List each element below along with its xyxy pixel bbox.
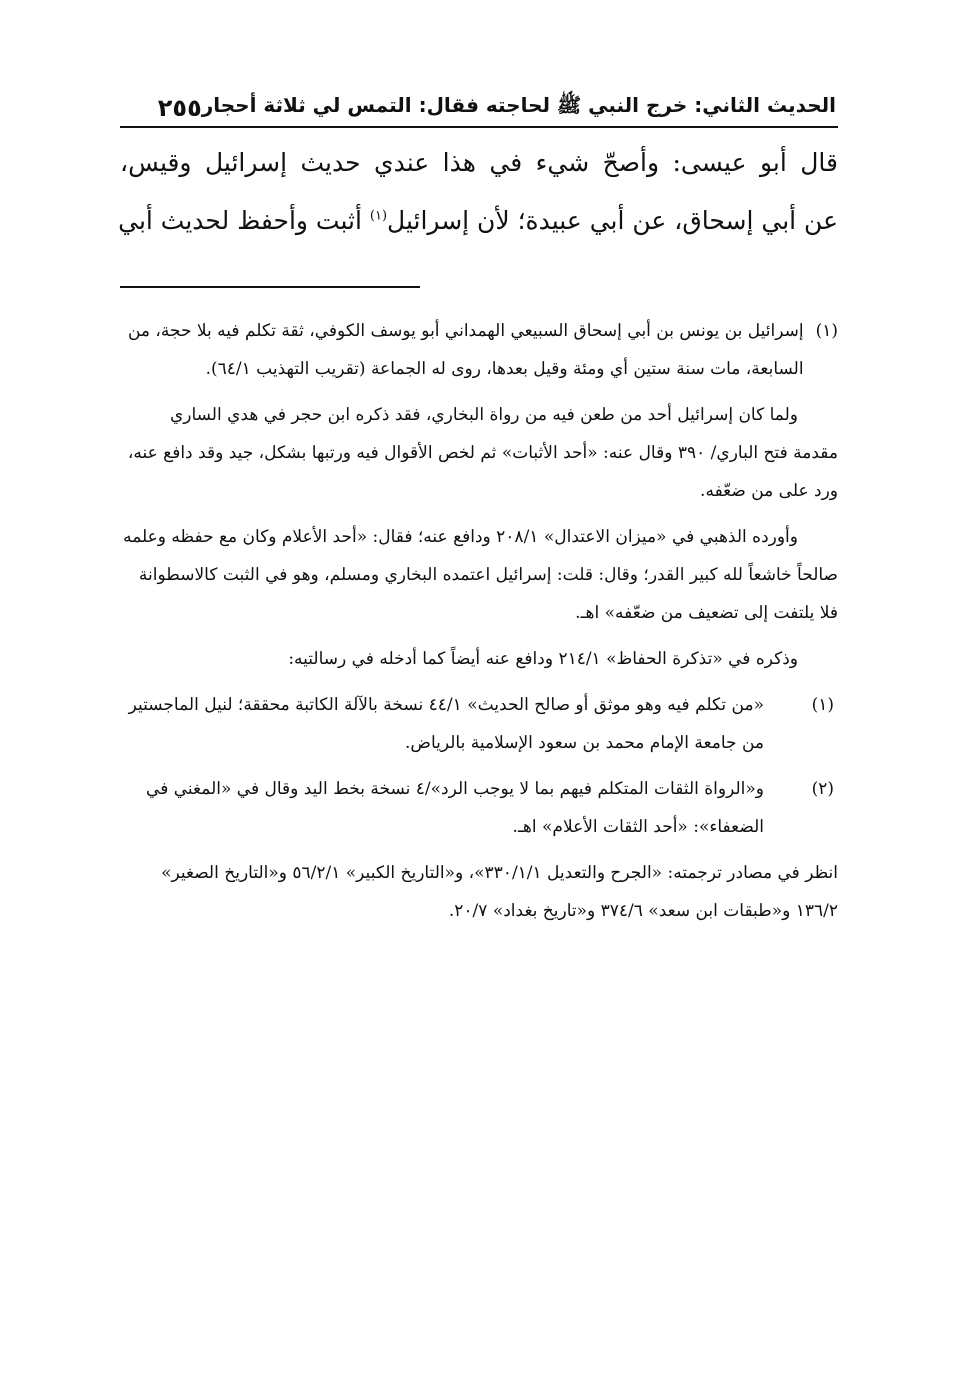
footnote-1 [120, 312, 838, 388]
sub-item-number: (٢) [811, 779, 834, 799]
footnote-paragraph: انظر في مصادر ترجمته: «الجرح والتعديل ٣٣٠/١/١»، و«التاريخ الكبير» ٥٦/٢/١ و«التاريخ الصغير» ١٣٦/٢ و«طبقات ابن سعد» ٣٧٤/٦ و«تاريخ بغداد» ٢٠/٧. [161, 863, 838, 921]
footnote-sub-item [120, 686, 838, 762]
footnote-separator [120, 286, 420, 288]
footnotes [120, 312, 838, 930]
main-text [120, 134, 838, 250]
footnote-paragraph: وذكره في «تذكرة الحفاظ» ٢١٤/١ ودافع عنه أيضاً كما أدخله في رسالتيه: [288, 649, 798, 669]
footnote-text: إسرائيل بن يونس بن أبي إسحاق السبيعي الهمداني أبو يوسف الكوفي، ثقة تكلم فيه بلا حجة، من السابعة، مات سنة ستين أي ومئة وقيل بعدها، روى له الجماعة (تقريب التهذيب ٦٤/١). [127, 321, 804, 379]
page-number: ٢٥٥ [157, 94, 202, 122]
running-header [120, 88, 838, 128]
sub-item-text: «من تكلم فيه وهو موثق أو صالح الحديث» ٤٤/١ نسخة بالآلة الكاتبة محققة؛ لنيل الماجستير من جامعة الإمام محمد بن سعود الإسلامية بالرياض. [128, 695, 764, 753]
book-page [120, 88, 838, 1268]
main-text-line [120, 192, 838, 250]
main-text-line: قال أبو عيسى: وأصحّ شيء في هذا عندي حديث إسرائيل وقيس، [120, 148, 838, 177]
running-title: الحديث الثاني: خرج النبي ﷺ لحاجته فقال: التمس لي ثلاثة أحجار [201, 93, 836, 117]
footnote-paragraph: وأورده الذهبي في «ميزان الاعتدال» ٢٠٨/١ ودافع عنه؛ فقال: «أحد الأعلام وكان مع حفظه وعلمه صالحاً خاشعاً لله كبير القدر؛ وقال: قلت: إسرائيل اعتمده البخاري ومسلم، وهو في الثبت كالاسطوانة فلا يلتفت إلى تضعيف من ضعّفه» اهـ. [123, 527, 838, 623]
footnote-number: (١) [815, 321, 838, 341]
sub-item-text: و«الرواة الثقات المتكلم فيهم بما لا يوجب الرد»/٤ نسخة بخط اليد وقال في «المغني في الضعفاء»: «أحد الثقات الأعلام» اهـ. [146, 779, 764, 837]
footnote-reference: (١) [369, 208, 388, 224]
footnote-sub-item [120, 770, 838, 846]
main-text-fragment: عن أبي إسحاق، عن أبي عبيدة؛ لأن إسرائيل [387, 206, 838, 235]
sub-item-number: (١) [811, 695, 834, 715]
footnote-paragraph: ولما كان إسرائيل أحد من طعن فيه من رواة البخاري، فقد ذكره ابن حجر في هدي الساري مقدمة فتح الباري/ ٣٩٠ وقال عنه: «أحد الأثبات» ثم لخص الأقوال فيه ورتبها بشكل، جيد وقد دافع عنه، ورد على من ضعّفه. [127, 405, 838, 501]
main-text-fragment: أثبت وأحفظ لحديث أبي [118, 206, 370, 235]
